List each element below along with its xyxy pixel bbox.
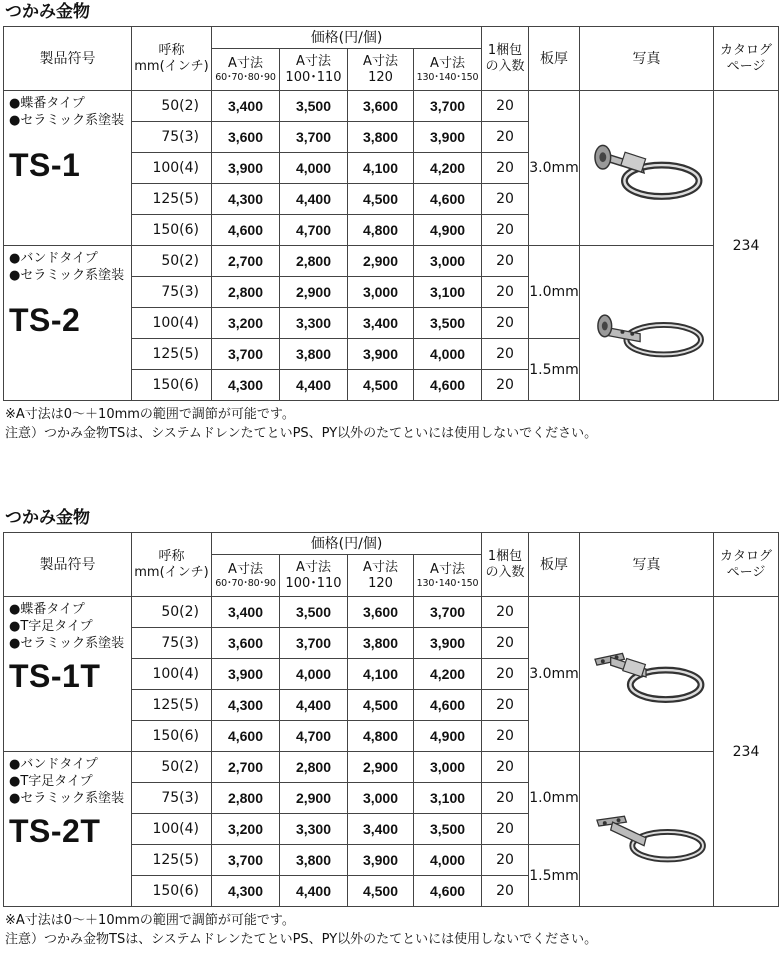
feature-text: ●バンドタイプ xyxy=(9,251,98,266)
price-col-label: A寸法 xyxy=(228,562,263,577)
price-cell: 4,000 xyxy=(280,153,348,184)
qty-cell: 20 xyxy=(482,597,529,628)
price-table xyxy=(3,532,779,907)
product-cell-ts-2t xyxy=(4,752,132,907)
size-cell: 75(3) xyxy=(132,628,212,659)
price-cell: 4,000 xyxy=(280,659,348,690)
feature-text: ●蝶番タイプ xyxy=(9,96,85,111)
price-cell: 3,700 xyxy=(212,845,280,876)
price-cell: 4,600 xyxy=(212,721,280,752)
header-price-col-3 xyxy=(348,49,414,91)
header-qty-line2: の入数 xyxy=(485,564,525,580)
product-cell-ts-2 xyxy=(4,246,132,401)
price-cell: 3,300 xyxy=(280,308,348,339)
price-col-range: 60･70･80･90 xyxy=(215,72,276,83)
size-cell: 100(4) xyxy=(132,659,212,690)
price-cell: 4,400 xyxy=(280,876,348,907)
price-cell: 3,700 xyxy=(414,91,482,122)
header-price-col-1 xyxy=(212,49,280,91)
qty-cell: 20 xyxy=(482,659,529,690)
header-price-col-1 xyxy=(212,555,280,597)
price-cell: 4,400 xyxy=(280,370,348,401)
header-price-group: 価格(円/個) xyxy=(212,27,482,49)
size-cell: 50(2) xyxy=(132,752,212,783)
qty-cell: 20 xyxy=(482,845,529,876)
qty-cell: 20 xyxy=(482,184,529,215)
price-cell: 3,900 xyxy=(348,339,414,370)
price-col-label: A寸法 xyxy=(228,56,263,71)
header-price-col-2 xyxy=(280,49,348,91)
price-cell: 3,500 xyxy=(280,91,348,122)
price-cell: 3,800 xyxy=(280,845,348,876)
price-cell: 3,500 xyxy=(414,814,482,845)
price-cell: 2,900 xyxy=(280,277,348,308)
price-cell: 2,900 xyxy=(348,246,414,277)
price-cell: 3,400 xyxy=(212,91,280,122)
header-size xyxy=(132,27,212,91)
price-col-label: A寸法 xyxy=(430,56,465,71)
size-cell: 75(3) xyxy=(132,277,212,308)
price-cell: 4,600 xyxy=(414,690,482,721)
product-photo xyxy=(580,597,714,752)
price-cell: 3,000 xyxy=(348,783,414,814)
price-cell: 2,800 xyxy=(280,246,348,277)
notes xyxy=(0,911,780,949)
header-thickness: 板厚 xyxy=(529,27,580,91)
header-catalog-line1: カタログ xyxy=(720,548,773,564)
header-catalog-line2: ページ xyxy=(726,58,766,74)
size-cell: 150(6) xyxy=(132,215,212,246)
note-caution: 注意）つかみ金物TSは、システムドレンたてといPS、PY以外のたてといには使用しないでください。 xyxy=(5,932,598,947)
price-cell: 4,400 xyxy=(280,690,348,721)
price-cell: 4,900 xyxy=(414,215,482,246)
price-cell: 3,600 xyxy=(212,628,280,659)
thickness-cell: 3.0mm xyxy=(529,597,580,752)
size-cell: 50(2) xyxy=(132,246,212,277)
header-price-col-4 xyxy=(414,49,482,91)
band-clamp-hinge-icon xyxy=(583,114,711,222)
product-code: TS-1T xyxy=(9,658,101,694)
table-row xyxy=(4,597,779,628)
price-cell: 3,600 xyxy=(212,122,280,153)
header-catalog-line2: ページ xyxy=(726,564,766,580)
note-adjustment: ※A寸法は0〜＋10mmの範囲で調節が可能です。 xyxy=(5,407,295,422)
size-cell: 125(5) xyxy=(132,690,212,721)
band-clamp-t-foot-icon xyxy=(583,775,711,883)
price-cell: 3,700 xyxy=(280,628,348,659)
qty-cell: 20 xyxy=(482,277,529,308)
qty-cell: 20 xyxy=(482,215,529,246)
price-col-label: A寸法 xyxy=(296,559,331,575)
price-cell: 2,900 xyxy=(280,783,348,814)
price-cell: 4,900 xyxy=(414,721,482,752)
price-cell: 4,400 xyxy=(280,184,348,215)
header-photo: 写真 xyxy=(580,27,714,91)
size-cell: 125(5) xyxy=(132,184,212,215)
section-1 xyxy=(0,0,780,443)
header-catalog-line1: カタログ xyxy=(720,42,773,58)
product-code: TS-2 xyxy=(9,302,81,338)
price-cell: 4,500 xyxy=(348,876,414,907)
size-cell: 150(6) xyxy=(132,721,212,752)
product-cell-ts-1t xyxy=(4,597,132,752)
qty-cell: 20 xyxy=(482,370,529,401)
section-title: つかみ金物 xyxy=(5,2,90,22)
price-cell: 4,500 xyxy=(348,184,414,215)
price-cell: 4,700 xyxy=(280,721,348,752)
size-cell: 100(4) xyxy=(132,814,212,845)
price-col-range: 120 xyxy=(368,69,393,85)
price-cell: 4,100 xyxy=(348,153,414,184)
header-photo: 写真 xyxy=(580,533,714,597)
price-cell: 3,100 xyxy=(414,783,482,814)
price-cell: 4,000 xyxy=(414,339,482,370)
size-cell: 150(6) xyxy=(132,370,212,401)
feature-text: ●セラミック系塗装 xyxy=(9,791,125,806)
header-qty-line2: の入数 xyxy=(485,58,525,74)
price-cell: 4,800 xyxy=(348,721,414,752)
price-cell: 4,700 xyxy=(280,215,348,246)
note-caution: 注意）つかみ金物TSは、システムドレンたてといPS、PY以外のたてといには使用しないでください。 xyxy=(5,426,598,441)
price-col-label: A寸法 xyxy=(363,53,398,69)
qty-cell: 20 xyxy=(482,721,529,752)
qty-cell: 20 xyxy=(482,814,529,845)
price-cell: 3,800 xyxy=(348,628,414,659)
feature-text: ●蝶番タイプ xyxy=(9,602,85,617)
feature-text: ●セラミック系塗装 xyxy=(9,113,125,128)
price-cell: 3,300 xyxy=(280,814,348,845)
catalog-page-cell: 234 xyxy=(714,597,779,907)
price-cell: 2,800 xyxy=(212,783,280,814)
feature-text: ●T字足タイプ xyxy=(9,774,93,789)
price-cell: 4,600 xyxy=(212,215,280,246)
size-cell: 125(5) xyxy=(132,339,212,370)
qty-cell: 20 xyxy=(482,308,529,339)
price-cell: 3,700 xyxy=(212,339,280,370)
product-code: TS-2T xyxy=(9,813,101,849)
header-catalog xyxy=(714,533,779,597)
price-cell: 3,900 xyxy=(212,153,280,184)
qty-cell: 20 xyxy=(482,91,529,122)
header-size-line2: mm(インチ) xyxy=(134,58,209,74)
qty-cell: 20 xyxy=(482,783,529,814)
price-col-label: A寸法 xyxy=(296,53,331,69)
price-cell: 3,400 xyxy=(348,308,414,339)
table-row xyxy=(4,246,779,277)
size-cell: 100(4) xyxy=(132,308,212,339)
price-cell: 3,900 xyxy=(414,628,482,659)
price-cell: 4,000 xyxy=(414,845,482,876)
price-cell: 3,200 xyxy=(212,308,280,339)
qty-cell: 20 xyxy=(482,628,529,659)
header-size xyxy=(132,533,212,597)
price-col-range: 130･140･150 xyxy=(416,578,479,589)
price-cell: 4,300 xyxy=(212,876,280,907)
price-col-label: A寸法 xyxy=(430,562,465,577)
price-col-range: 100･110 xyxy=(285,69,342,85)
product-photo xyxy=(580,246,714,401)
header-price-col-3 xyxy=(348,555,414,597)
feature-text: ●セラミック系塗装 xyxy=(9,636,125,651)
note-adjustment: ※A寸法は0〜＋10mmの範囲で調節が可能です。 xyxy=(5,913,295,928)
price-cell: 3,000 xyxy=(348,277,414,308)
header-size-line1: 呼称 xyxy=(158,42,185,58)
price-cell: 3,000 xyxy=(414,246,482,277)
price-table xyxy=(3,26,779,401)
price-cell: 4,600 xyxy=(414,876,482,907)
price-cell: 4,300 xyxy=(212,184,280,215)
header-qty-line1: 1梱包 xyxy=(487,548,523,564)
price-cell: 4,600 xyxy=(414,184,482,215)
price-cell: 4,300 xyxy=(212,370,280,401)
price-col-range: 120 xyxy=(368,575,393,591)
qty-cell: 20 xyxy=(482,246,529,277)
price-cell: 4,500 xyxy=(348,690,414,721)
table-row xyxy=(4,752,779,783)
product-code: TS-1 xyxy=(9,147,81,183)
catalog-page-cell: 234 xyxy=(714,91,779,401)
price-cell: 4,100 xyxy=(348,659,414,690)
price-cell: 4,300 xyxy=(212,690,280,721)
size-cell: 50(2) xyxy=(132,597,212,628)
header-price-group: 価格(円/個) xyxy=(212,533,482,555)
price-cell: 2,700 xyxy=(212,246,280,277)
feature-text: ●セラミック系塗装 xyxy=(9,268,125,283)
header-thickness: 板厚 xyxy=(529,533,580,597)
header-size-line1: 呼称 xyxy=(158,548,185,564)
table-row xyxy=(4,91,779,122)
price-cell: 3,100 xyxy=(414,277,482,308)
price-col-range: 100･110 xyxy=(285,575,342,591)
feature-text: ●T字足タイプ xyxy=(9,619,93,634)
price-cell: 3,900 xyxy=(414,122,482,153)
price-cell: 4,500 xyxy=(348,370,414,401)
size-cell: 150(6) xyxy=(132,876,212,907)
product-photo xyxy=(580,752,714,907)
price-cell: 2,700 xyxy=(212,752,280,783)
header-product-code: 製品符号 xyxy=(4,27,132,91)
price-cell: 2,800 xyxy=(280,752,348,783)
section-2 xyxy=(0,506,780,949)
price-col-range: 130･140･150 xyxy=(416,72,479,83)
price-cell: 3,800 xyxy=(280,339,348,370)
size-cell: 100(4) xyxy=(132,153,212,184)
price-cell: 3,500 xyxy=(414,308,482,339)
band-clamp-t-foot-hinge-icon xyxy=(583,620,711,728)
notes xyxy=(0,405,780,443)
price-cell: 2,800 xyxy=(212,277,280,308)
product-cell-ts-1 xyxy=(4,91,132,246)
thickness-cell: 1.0mm xyxy=(529,246,580,339)
price-cell: 4,600 xyxy=(414,370,482,401)
size-cell: 75(3) xyxy=(132,783,212,814)
header-product-code: 製品符号 xyxy=(4,533,132,597)
price-cell: 4,800 xyxy=(348,215,414,246)
price-cell: 3,000 xyxy=(414,752,482,783)
price-col-range: 60･70･80･90 xyxy=(215,578,276,589)
qty-cell: 20 xyxy=(482,153,529,184)
qty-cell: 20 xyxy=(482,752,529,783)
size-cell: 125(5) xyxy=(132,845,212,876)
price-cell: 3,900 xyxy=(348,845,414,876)
header-qty-line1: 1梱包 xyxy=(487,42,523,58)
header-qty xyxy=(482,27,529,91)
thickness-cell: 3.0mm xyxy=(529,91,580,246)
price-cell: 3,900 xyxy=(212,659,280,690)
price-cell: 4,200 xyxy=(414,659,482,690)
qty-cell: 20 xyxy=(482,122,529,153)
header-price-col-2 xyxy=(280,555,348,597)
price-cell: 3,400 xyxy=(212,597,280,628)
feature-text: ●バンドタイプ xyxy=(9,757,98,772)
qty-cell: 20 xyxy=(482,339,529,370)
qty-cell: 20 xyxy=(482,876,529,907)
price-cell: 3,500 xyxy=(280,597,348,628)
header-size-line2: mm(インチ) xyxy=(134,564,209,580)
price-cell: 3,800 xyxy=(348,122,414,153)
price-cell: 2,900 xyxy=(348,752,414,783)
header-qty xyxy=(482,533,529,597)
thickness-cell: 1.5mm xyxy=(529,339,580,401)
header-price-col-4 xyxy=(414,555,482,597)
thickness-cell: 1.5mm xyxy=(529,845,580,907)
price-cell: 3,600 xyxy=(348,91,414,122)
band-clamp-icon xyxy=(583,269,711,377)
price-cell: 3,700 xyxy=(280,122,348,153)
header-catalog xyxy=(714,27,779,91)
price-col-label: A寸法 xyxy=(363,559,398,575)
size-cell: 75(3) xyxy=(132,122,212,153)
price-cell: 3,600 xyxy=(348,597,414,628)
size-cell: 50(2) xyxy=(132,91,212,122)
qty-cell: 20 xyxy=(482,690,529,721)
price-cell: 3,700 xyxy=(414,597,482,628)
section-title: つかみ金物 xyxy=(5,508,90,528)
price-cell: 3,400 xyxy=(348,814,414,845)
product-photo xyxy=(580,91,714,246)
price-cell: 4,200 xyxy=(414,153,482,184)
price-cell: 3,200 xyxy=(212,814,280,845)
thickness-cell: 1.0mm xyxy=(529,752,580,845)
